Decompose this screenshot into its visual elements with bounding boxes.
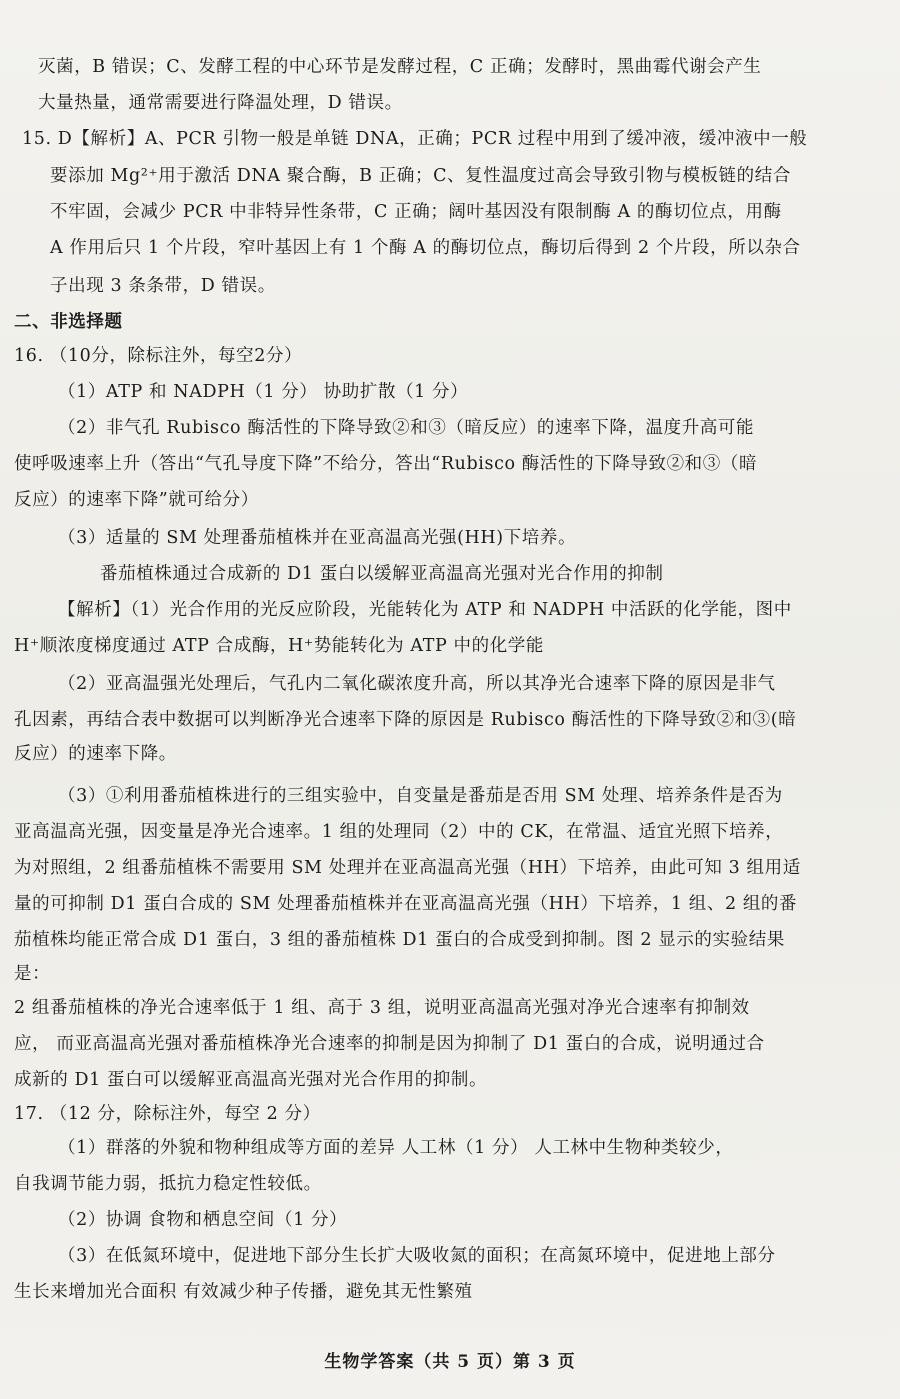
text-line: 不牢固，会减少 PCR 中非特异性条带，C 正确；阔叶基因没有限制酶 A 的酶切位点，用酶 [50, 202, 782, 222]
text-line: 成新的 D1 蛋白可以缓解亚高温高光强对光合作用的抑制。 [14, 1070, 488, 1090]
text-line: （2）非气孔 Rubisco 酶活性的下降导致②和③（暗反应）的速率下降，温度升高可能 [58, 418, 755, 438]
text-line: 孔因素，再结合表中数据可以判断净光合速率下降的原因是 Rubisco 酶活性的下降导致②和③(暗 [14, 710, 797, 730]
text-line: （1）ATP 和 NADPH（1 分） 协助扩散（1 分） [58, 382, 469, 402]
text-line: （1）群落的外貌和物种组成等方面的差异 人工林（1 分） 人工林中生物种类较少， [58, 1138, 734, 1158]
text-line: （3）在低氮环境中，促进地下部分生长扩大吸收氮的面积；在高氮环境中，促进地上部分 [58, 1246, 776, 1266]
text-line: （2）协调 食物和栖息空间（1 分） [58, 1210, 348, 1230]
text-line: 生长来增加光合面积 有效减少种子传播，避免其无性繁殖 [14, 1282, 473, 1302]
text-line: 2 组番茄植株的净光合速率低于 1 组、高于 3 组，说明亚高温高光强对净光合速率有抑制效 [14, 998, 750, 1018]
text-line: 使呼吸速率上升（答出“气孔导度下降”不给分，答出“Rubisco 酶活性的下降导致②和③（暗 [14, 454, 758, 474]
text-line: 15. D【解析】A、PCR 引物一般是单链 DNA，正确；PCR 过程中用到了缓冲液，缓冲液中一般 [22, 129, 808, 149]
text-line: 亚高温高光强，因变量是净光合速率。1 组的处理同（2）中的 CK，在常温、适宜光照下培养， [14, 822, 784, 842]
section-heading: 二、非选择题 [14, 312, 123, 332]
text-line: 16. （10分，除标注外，每空2分） [14, 346, 303, 366]
text-line: 量的可抑制 D1 蛋白合成的 SM 处理番茄植株并在亚高温高光强（HH）下培养，1 组、2 组的番 [14, 894, 798, 914]
text-line: （2）亚高温强光处理后，气孔内二氧化碳浓度升高，所以其净光合速率下降的原因是非气 [58, 674, 776, 694]
text-line: 茄植株均能正常合成 D1 蛋白，3 组的番茄植株 D1 蛋白的合成受到抑制。图 2 显示的实验结果 [14, 930, 785, 950]
text-line: 子出现 3 条条带，D 错误。 [50, 276, 276, 296]
text-line: 是： [14, 964, 51, 984]
text-line: 应， 而亚高温高光强对番茄植株净光合速率的抑制是因为抑制了 D1 蛋白的合成，说明通过合 [14, 1034, 765, 1054]
text-line: 大量热量，通常需要进行降温处理，D 错误。 [38, 93, 403, 113]
text-line: 番茄植株通过合成新的 D1 蛋白以缓解亚高温高光强对光合作用的抑制 [100, 564, 664, 584]
text-line: 【解析】（1）光合作用的光反应阶段，光能转化为 ATP 和 NADPH 中活跃的化学能，图中 [58, 600, 792, 620]
text-line: 自我调节能力弱，抵抗力稳定性较低。 [14, 1174, 322, 1194]
page-footer: 生物学答案（共 5 页）第 3 页 [324, 1352, 576, 1372]
text-line: A 作用后只 1 个片段，窄叶基因上有 1 个酶 A 的酶切位点，酶切后得到 2 个片段，所以杂合 [50, 238, 801, 258]
text-line: （3）适量的 SM 处理番茄植株并在亚高温高光强(HH)下培养。 [58, 528, 577, 548]
text-line: 要添加 Mg²⁺用于激活 DNA 聚合酶，B 正确；C、复性温度过高会导致引物与模板链的结合 [50, 166, 791, 186]
text-line: （3）①利用番茄植株进行的三组实验中，自变量是番茄是否用 SM 处理、培养条件是否为 [58, 786, 783, 806]
text-line: 灭菌，B 错误；C、发酵工程的中心环节是发酵过程，C 正确；发酵时，黑曲霉代谢会产生 [38, 57, 762, 77]
text-line: 17. （12 分，除标注外，每空 2 分） [14, 1104, 321, 1124]
text-line: H⁺顺浓度梯度通过 ATP 合成酶，H⁺势能转化为 ATP 中的化学能 [14, 636, 545, 656]
text-line: 反应）的速率下降”就可给分） [14, 490, 259, 510]
text-line: 反应）的速率下降。 [14, 744, 177, 764]
text-line: 为对照组，2 组番茄植株不需要用 SM 处理并在亚高温高光强（HH）下培养，由此可知 3 组用适 [14, 858, 801, 878]
